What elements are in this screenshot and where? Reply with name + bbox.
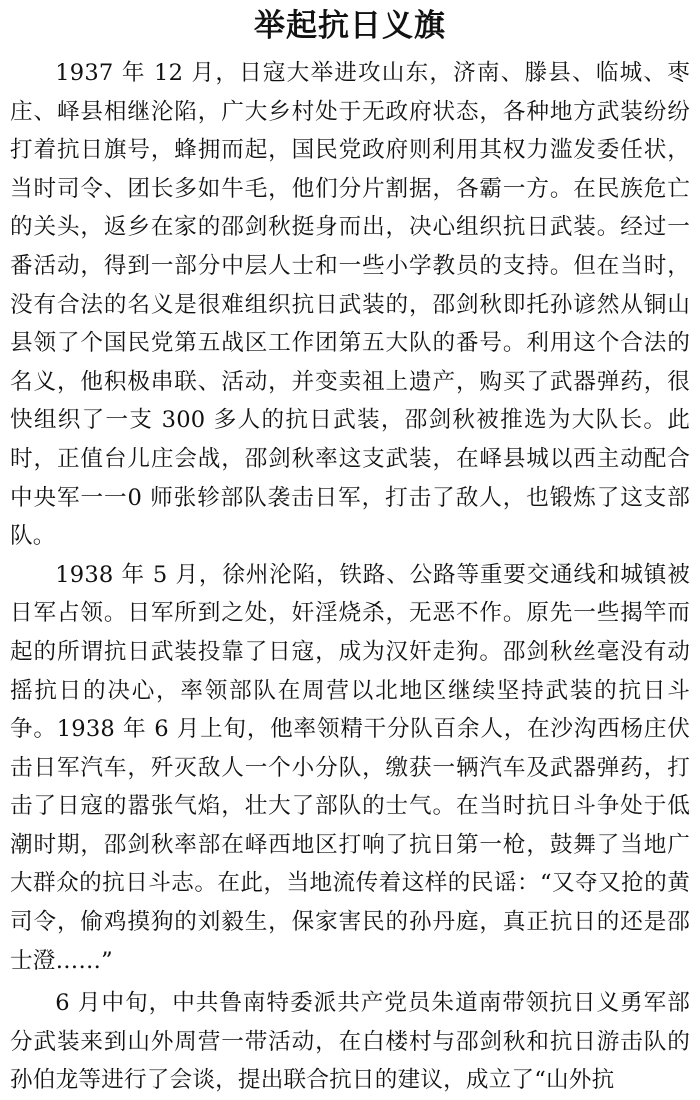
paragraph-3: 6 月中旬，中共鲁南特委派共产党员朱道南带领抗日义勇军部分武装来到山外周营一带活动，在白楼村与邵剑秋和抗日游击队的孙伯龙等进行了会谈，提出联合抗日的建议，成立了“山外抗	[10, 990, 690, 1094]
paragraph-1: 1937 年 12 月，日寇大举进攻山东，济南、滕县、临城、枣庄、峄县相继沦陷，广大乡村处于无政府状态，各种地方武装纷纷打着抗日旗号，蜂拥而起，国民党政府则利用其权力滥发委任状，当时司令、团长多如牛毛，他们分片割据，各霸一方。在民族危亡的关头，返乡在家的邵剑秋挺身而出，决心组织抗日武装。经过一番活动，得到一部分中层人士和一些小学教员的支持。但在当时，没有合法的名义是很难组织抗日武装的，邵剑秋即托孙谚然从铜山县领了个国民党第五战区工作团第五大队的番号。利用这个合法的名义，他积极串联、活动，并变卖祖上遗产，购买了武器弹药，很快组织了一支 300 多人的抗日武装，邵剑秋被推选为大队长。此时，正值台儿庄会战，邵剑秋率这支武装，在峄县城以西主动配合中央军一一0 师张轸部队袭击日军，打击了敌人，也锻炼了这支部队。	[10, 60, 690, 550]
document-title: 举起抗日义旗	[254, 8, 446, 44]
paragraph-2: 1938 年 5 月，徐州沦陷，铁路、公路等重要交通线和城镇被日军占领。日军所到之处，奸淫烧杀，无恶不作。原先一些揭竿而起的所谓抗日武装投靠了日寇，成为汉奸走狗。邵剑秋丝毫没有动摇抗日的决心，率领部队在周营以北地区继续坚持武装的抗日斗争。1938 年 6 月上旬，他率领精干分队百余人，在沙沟西杨庄伏击日军汽车，歼灭敌人一个小分队，缴获一辆汽车及武器弹药，打击了日寇的嚣张气焰，壮大了部队的士气。在当时抗日斗争处于低潮时期，邵剑秋率部在峄西地区打响了抗日第一枪，鼓舞了当地广大群众的抗日斗志。在此，当地流传着这样的民谣：“又夺又抢的黄司令，偷鸡摸狗的刘毅生，保家害民的孙丹庭，真正抗日的还是邵士澄……”	[10, 561, 690, 974]
